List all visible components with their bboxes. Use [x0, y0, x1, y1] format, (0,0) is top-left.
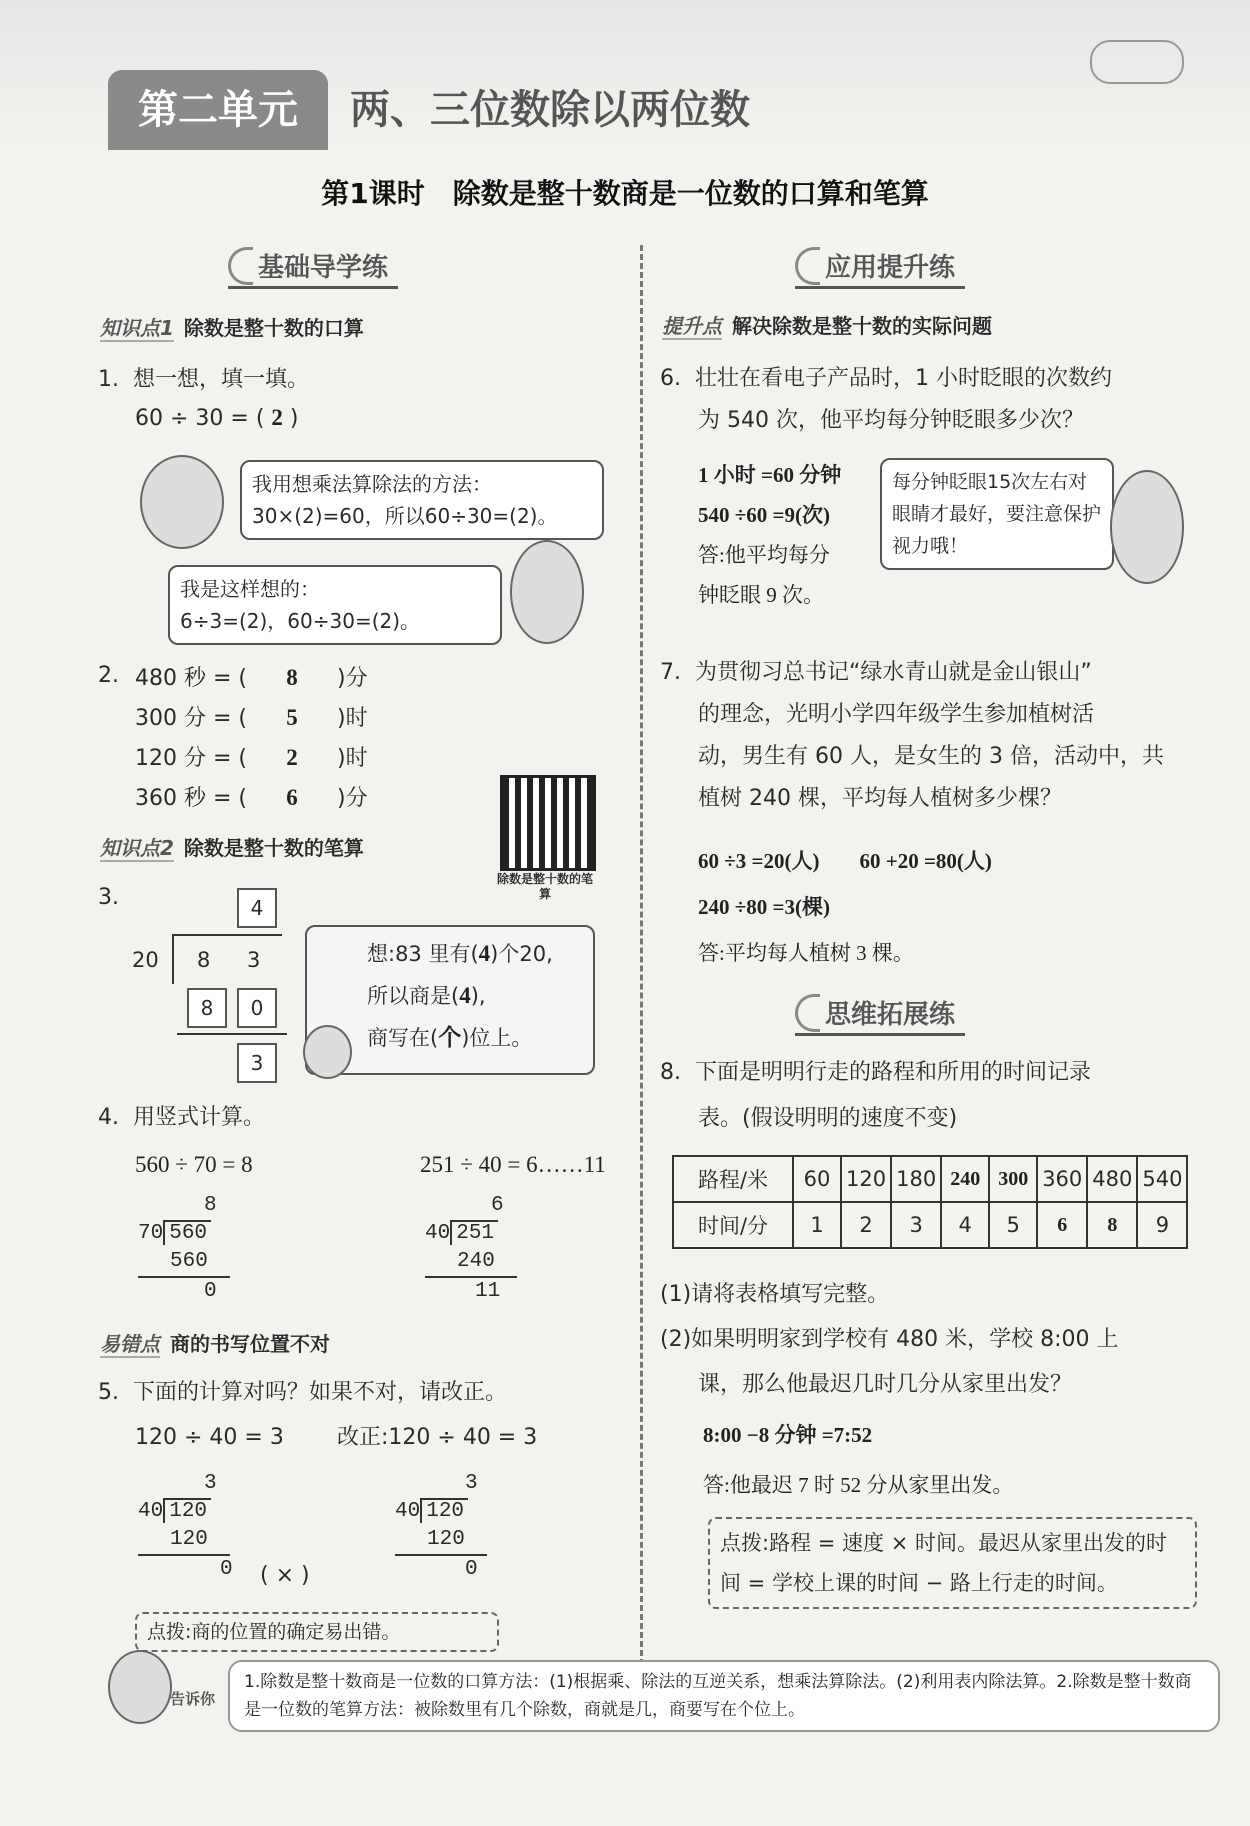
q8-cell: 3 — [891, 1202, 941, 1248]
q8-part1: (1)请将表格填写完整。 — [660, 1282, 890, 1307]
q3-think-c: 所以商是( — [367, 984, 460, 1008]
q2-answer: 5 — [286, 705, 298, 730]
q6-step1: 1 小时 =60 分钟 — [698, 463, 842, 487]
q4-prompt: 用竖式计算。 — [133, 1105, 266, 1130]
q3-num: 3. — [98, 885, 119, 910]
q4-d2-row — [425, 1220, 545, 1248]
q6-solution — [698, 455, 841, 615]
q7-line3: 动，男生有 60 人，是女生的 3 倍，活动中，共 — [698, 744, 1164, 769]
q6-question — [660, 358, 1200, 442]
q5-division-wrong — [138, 1470, 258, 1584]
column-divider — [640, 245, 643, 1665]
q3-long-division — [132, 888, 292, 1083]
q8-parts — [660, 1272, 1200, 1407]
q5-d1-dividend: 120 — [163, 1498, 211, 1523]
q4-num: 4. — [98, 1105, 119, 1130]
boy-illustration — [510, 540, 584, 644]
q8-step1: 8:00 −8 分钟 =7:52 — [703, 1423, 873, 1447]
q2-answer: 6 — [286, 785, 298, 810]
q8-part2-line1: (2)如果明明家到学校有 480 米，学校 8:00 上 — [660, 1327, 1119, 1352]
q2-left: 360 秒 = ( — [135, 786, 247, 811]
q1-num: 1. — [98, 367, 119, 392]
q5-division-corrected — [395, 1470, 515, 1584]
q7-step1: 60 ÷3 =20(人) — [698, 849, 820, 873]
q8-num: 8. — [660, 1060, 681, 1085]
q8-solution — [703, 1410, 1013, 1510]
q3-product-tens-box[interactable]: 8 — [187, 988, 227, 1028]
q1-bubble-2-line2: 6÷3=(2)，60÷30=(2)。 — [180, 609, 421, 633]
q7-answer: 答:平均每人植树 3 棵。 — [698, 941, 914, 965]
q3-think-d: ), — [470, 984, 486, 1008]
q3-remainder-box[interactable]: 3 — [237, 1043, 277, 1083]
q3-think-e: 商写在( — [367, 1026, 439, 1050]
q8-cell-filled[interactable]: 240 — [941, 1156, 989, 1202]
q3-think-line3 — [367, 1017, 593, 1059]
q8-line2: 表。(假设明明的速度不变) — [698, 1106, 958, 1131]
q8-part2-line2: 课，那么他最迟几时几分从家里出发？ — [698, 1372, 1073, 1397]
q3-bar — [172, 934, 282, 936]
q1-prompt: 想一想，填一填。 — [133, 367, 310, 392]
q8-cell: 360 — [1037, 1156, 1087, 1202]
q3-dividend-ones: 3 — [247, 948, 261, 972]
q8-cell: 1 — [793, 1202, 841, 1248]
section-banner-applied: 应用提升练 — [795, 245, 965, 289]
qr-code[interactable] — [500, 775, 596, 871]
q7-step2: 60 +20 =80(人) — [859, 849, 992, 873]
q2-row — [135, 778, 368, 818]
q3-subtract-line — [177, 1033, 287, 1035]
q8-distance-row — [673, 1156, 1187, 1202]
q4-d2-quotient: 6 — [491, 1194, 504, 1217]
q3-think-ans3: 个 — [438, 1025, 462, 1050]
q5-d2-remainder: 0 — [465, 1558, 478, 1581]
q8-time-row — [673, 1202, 1187, 1248]
improvement-point — [662, 310, 992, 339]
footer-tip: 1.除数是整十数商是一位数的口算方法：(1)根据乘、除法的互逆关系，想乘法算除法。(2)利用表内除法算。2.除数是整十数商是一位数的笔算方法：被除数里有几个除数，商就是几，商要写在个位上。 — [228, 1660, 1220, 1732]
q7-num: 7. — [660, 660, 681, 685]
unit-label: 第二单元 — [108, 70, 328, 150]
kp1-text: 除数是整十数的口算 — [183, 316, 364, 340]
girl-illustration — [140, 455, 224, 549]
q2-answer: 2 — [286, 745, 298, 770]
q5-expr-1: 120 ÷ 40 = 3 — [135, 1425, 284, 1450]
q2-right: )时 — [337, 746, 368, 771]
q8-cell: 9 — [1137, 1202, 1187, 1248]
q5-d1-divisor: 40 — [138, 1500, 164, 1523]
mascot-illustration — [108, 1650, 172, 1724]
q8-cell-filled[interactable]: 6 — [1037, 1202, 1087, 1248]
q3-dividend-tens: 8 — [197, 948, 211, 972]
kp1-tag: 知识点1 — [100, 316, 174, 340]
car-icon — [1090, 40, 1184, 84]
q8-cell: 时间/分 — [673, 1202, 793, 1248]
q4-d1-product: 560 — [138, 1248, 230, 1278]
q4-d1-row — [138, 1220, 258, 1248]
section-banner-basic: 基础导学练 — [228, 245, 398, 289]
q7-line1 — [660, 652, 1200, 694]
q4-expr-2: 251 ÷ 40 = 6……11 — [420, 1152, 606, 1177]
q6-text1: 壮壮在看电子产品时，1 小时眨眼的次数约 — [695, 366, 1112, 391]
q8-text1: 下面是明明行走的路程和所用的时间记录 — [695, 1060, 1092, 1085]
q6-num: 6. — [660, 366, 681, 391]
q2-right: )分 — [337, 786, 368, 811]
q2-left: 480 秒 = ( — [135, 666, 247, 691]
q8-cell: 480 — [1087, 1156, 1137, 1202]
q8-answer: 答:他最迟 7 时 52 分从家里出发。 — [703, 1473, 1014, 1497]
q8-cell: 180 — [891, 1156, 941, 1202]
q5-d1-quotient: 3 — [204, 1472, 217, 1495]
q6-line2: 为 540 次，他平均每分钟眨眼多少次？ — [698, 408, 1084, 433]
girl-tip-illustration — [1110, 470, 1184, 584]
q2-right: )分 — [337, 666, 368, 691]
q6-line1 — [660, 358, 1200, 400]
tell-you-label: 告诉你 — [170, 1690, 216, 1708]
q5-expr-2: 改正:120 ÷ 40 = 3 — [337, 1425, 538, 1450]
q3-think-b: )个20, — [490, 942, 553, 966]
q8-cell: 540 — [1137, 1156, 1187, 1202]
q1-answer: 2 — [271, 405, 283, 430]
q8-hint: 点拨:路程 = 速度 × 时间。最迟从家里出发的时间 = 学校上课的时间 − 路上行走的时间。 — [708, 1517, 1197, 1609]
q4-d1-dividend: 560 — [163, 1220, 211, 1245]
q3-bracket — [172, 936, 174, 984]
q8-question — [660, 1050, 1200, 1142]
q5-num: 5. — [98, 1380, 119, 1405]
q4-expr-1: 560 ÷ 70 = 8 — [135, 1152, 253, 1177]
knowledge-point-2 — [100, 832, 364, 861]
q2-num: 2. — [98, 663, 119, 688]
q2-right: )时 — [337, 706, 368, 731]
q8-cell: 4 — [941, 1202, 989, 1248]
q4-heading — [98, 1100, 265, 1136]
q8-cell: 60 — [793, 1156, 841, 1202]
error-text: 商的书写位置不对 — [170, 1332, 330, 1356]
q4-d1-remainder: 0 — [204, 1280, 217, 1303]
q4-d1-divisor: 70 — [138, 1222, 164, 1245]
q3-think-a: 想:83 里有( — [367, 942, 479, 966]
q5-d2-row — [395, 1498, 515, 1526]
q1-bubble-2 — [168, 565, 502, 645]
q5-d1-row — [138, 1498, 258, 1526]
q1-bubble-1: 我用想乘法算除法的方法：30×(2)=60，所以60÷30=(2)。 — [240, 460, 604, 540]
q7-solution — [698, 838, 1178, 976]
improve-text: 解决除数是整十数的实际问题 — [732, 314, 992, 338]
q4-d2-dividend: 251 — [450, 1220, 498, 1245]
error-tag: 易错点 — [100, 1332, 160, 1356]
qr-caption: 除数是整十数的笔算 — [496, 872, 593, 901]
improve-tag: 提升点 — [662, 314, 722, 338]
q2-row — [135, 698, 368, 738]
section-banner-thinking: 思维拓展练 — [795, 992, 965, 1036]
q4-d2-divisor: 40 — [425, 1222, 451, 1245]
q4-division-2 — [425, 1192, 545, 1306]
q4-d1-quotient: 8 — [204, 1194, 217, 1217]
q5-d1-remainder: 0 — [220, 1558, 233, 1581]
error-point — [100, 1328, 330, 1357]
q5-hint: 点拨:商的位置的确定易出错。 — [135, 1612, 499, 1652]
q2-left: 120 分 = ( — [135, 746, 247, 771]
q7-text1: 为贯彻习总书记“绿水青山就是金山银山” — [695, 660, 1092, 685]
q5-heading — [98, 1375, 507, 1411]
q7-step3: 240 ÷80 =3(棵) — [698, 895, 830, 919]
q6-step2: 540 ÷60 =9(次) — [698, 503, 830, 527]
q8-table — [672, 1155, 1188, 1249]
q5-d2-dividend: 120 — [420, 1498, 468, 1523]
q8-cell: 路程/米 — [673, 1156, 793, 1202]
q2-answer: 8 — [286, 665, 298, 690]
q3-quotient-box[interactable]: 4 — [237, 888, 277, 928]
q2-left: 300 分 = ( — [135, 706, 247, 731]
q8-cell-filled[interactable]: 300 — [989, 1156, 1037, 1202]
q3-think-ans2: 4 — [459, 983, 471, 1008]
q8-cell: 2 — [841, 1202, 891, 1248]
q7-line4: 植树 240 棵，平均每人植树多少棵？ — [698, 786, 1062, 811]
q1-close: ) — [289, 406, 299, 431]
q1-heading — [98, 362, 309, 398]
q3-think-f: )位上。 — [461, 1026, 533, 1050]
q8-cell: 5 — [989, 1202, 1037, 1248]
q5-d2-quotient: 3 — [465, 1472, 478, 1495]
q5-prompt: 下面的计算对吗？如果不对，请改正。 — [133, 1380, 508, 1405]
lesson-title: 第1课时 除数是整十数商是一位数的口算和笔算 — [321, 177, 929, 210]
q5-d1-product: 120 — [138, 1526, 230, 1556]
q4-d2-product: 240 — [425, 1248, 517, 1278]
q7-question — [660, 652, 1200, 820]
q6-answer2: 钟眨眼 9 次。 — [698, 583, 824, 607]
q1-expr: 60 ÷ 30 = ( — [135, 406, 265, 431]
q2-row — [135, 738, 368, 778]
q3-think-ans1: 4 — [478, 941, 491, 966]
q3-think-line1 — [367, 933, 593, 975]
q2-row — [135, 658, 368, 698]
q7-line2: 的理念，光明小学四年级学生参加植树活 — [698, 702, 1095, 727]
q5-d2-divisor: 40 — [395, 1500, 421, 1523]
q3-divisor: 20 — [132, 948, 159, 972]
q3-think-line2 — [367, 975, 593, 1017]
q3-product-ones-box[interactable]: 0 — [237, 988, 277, 1028]
q8-cell-filled[interactable]: 8 — [1087, 1202, 1137, 1248]
q4-division-1 — [138, 1192, 258, 1306]
q1-expression — [135, 400, 299, 437]
kp2-tag: 知识点2 — [100, 836, 174, 860]
knowledge-point-1 — [100, 312, 364, 341]
q5-wrong-mark: ( × ) — [260, 1563, 310, 1588]
q6-answer1: 答:他平均每分 — [698, 543, 830, 567]
helper-girl-illustration — [303, 1025, 352, 1079]
q5-d2-product: 120 — [395, 1526, 487, 1556]
kp2-text: 除数是整十数的笔算 — [183, 836, 364, 860]
unit-title: 两、三位数除以两位数 — [350, 87, 750, 133]
q8-cell: 120 — [841, 1156, 891, 1202]
q4-d2-remainder: 11 — [475, 1280, 501, 1303]
q1-bubble-2-line1: 我是这样想的： — [180, 577, 320, 601]
q8-line1 — [660, 1050, 1200, 1096]
q2-rows — [135, 658, 368, 818]
q7-steps-row — [698, 838, 1178, 884]
q6-tip-bubble: 每分钟眨眼15次左右对眼睛才最好，要注意保护视力哦！ — [880, 458, 1114, 570]
